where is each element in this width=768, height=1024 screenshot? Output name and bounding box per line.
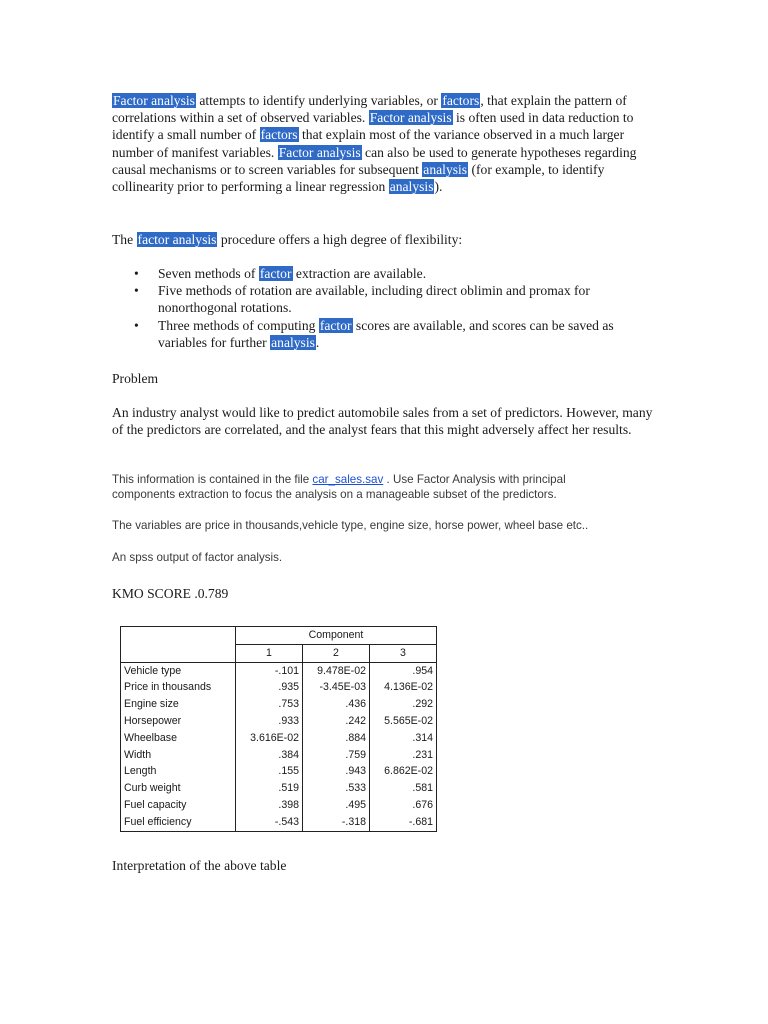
table-cell: -.543 (236, 814, 303, 831)
table-cell: .676 (370, 797, 437, 814)
table-cell: .759 (303, 747, 370, 764)
bullet-icon: • (134, 283, 139, 299)
table-cell: .581 (370, 780, 437, 797)
interpretation-text: Interpretation of the above table (112, 858, 287, 873)
table-cell: 3.616E-02 (236, 730, 303, 747)
list-item: • Three methods of computing factor scores are available, and scores can be saved as variables for further analysis. (134, 317, 614, 350)
row-label: Width (121, 747, 236, 764)
table-cell: .933 (236, 713, 303, 730)
column-header: 1 (236, 644, 303, 662)
row-label: Fuel efficiency (121, 814, 236, 831)
highlight-term: Factor analysis (278, 144, 361, 160)
row-label: Horsepower (121, 713, 236, 730)
table-cell: .155 (236, 763, 303, 780)
table-cell: -3.45E-03 (303, 679, 370, 696)
table-cell: .231 (370, 747, 437, 764)
spss-paragraph: An spss output of factor analysis. (112, 551, 283, 564)
table-row (121, 780, 437, 797)
highlight-term: Factor analysis (113, 93, 195, 108)
variables-paragraph: The variables are price in thousands,vehicle type, engine size, horse power, wheel base etc.. (112, 519, 589, 532)
row-label: Price in thousands (121, 679, 236, 696)
column-header: 2 (303, 644, 370, 662)
highlight-term: factors (442, 93, 480, 108)
table-cell: 4.136E-02 (370, 679, 437, 696)
row-label: Fuel capacity (121, 797, 236, 814)
table-row (121, 730, 437, 747)
table-cell: .943 (303, 763, 370, 780)
table-header-row (121, 627, 437, 645)
table-row (121, 814, 437, 831)
list-item: • Seven methods of factor extraction are available. (134, 266, 427, 281)
table-cell: .935 (236, 679, 303, 696)
highlight-term: analysis (423, 161, 468, 177)
column-header: 3 (370, 644, 437, 662)
table-cell: -.101 (236, 662, 303, 679)
row-label: Wheelbase (121, 730, 236, 747)
table-row (121, 679, 437, 696)
table-cell: .292 (370, 696, 437, 713)
table-body (121, 662, 437, 831)
table-cell: .533 (303, 780, 370, 797)
highlight-term: factor analysis (137, 232, 217, 247)
file-link[interactable]: car_sales.sav (312, 473, 384, 486)
procedure-paragraph: The factor analysis procedure offers a high degree of flexibility: (112, 232, 463, 247)
component-header: Component (236, 627, 437, 645)
highlight-term: analysis (271, 334, 315, 350)
row-label: Length (121, 763, 236, 780)
table-cell: 9.478E-02 (303, 662, 370, 679)
table-cell: 6.862E-02 (370, 763, 437, 780)
row-label: Vehicle type (121, 662, 236, 679)
table-cell: .398 (236, 797, 303, 814)
table-cell: .242 (303, 713, 370, 730)
kmo-score: KMO SCORE .0.789 (112, 586, 229, 601)
table-cell: .436 (303, 696, 370, 713)
table-cell: .884 (303, 730, 370, 747)
table-row (121, 763, 437, 780)
bullet-icon: • (134, 317, 139, 333)
info-paragraph: This information is contained in the file car_sales.sav . Use Factor Analysis with principal components extraction to focus the analysis on a manageable subset of the predictors. (112, 473, 566, 501)
table-cell: .519 (236, 780, 303, 797)
highlight-term: Factor analysis (369, 110, 452, 126)
table-row (121, 696, 437, 713)
bullet-icon: • (134, 266, 139, 281)
problem-paragraph: An industry analyst would like to predict automobile sales from a set of predictors. However, many of the predictors are correlated, and the analyst fears that this might adversely affect her results. (112, 405, 653, 438)
features-list (112, 265, 657, 351)
table-cell: -.318 (303, 814, 370, 831)
component-matrix-table (120, 626, 437, 832)
table-cell: .753 (236, 696, 303, 713)
highlight-term: analysis (389, 179, 434, 195)
table-cell: .314 (370, 730, 437, 747)
header-corner-cell (121, 627, 236, 663)
highlight-term: factors (260, 127, 298, 143)
table-cell: 5.565E-02 (370, 713, 437, 730)
row-label: Engine size (121, 696, 236, 713)
table-row (121, 747, 437, 764)
table-cell: .495 (303, 797, 370, 814)
problem-heading: Problem (112, 371, 159, 386)
intro-paragraph: Factor analysis attempts to identify underlying variables, or factors, that explain the pattern of correlations within a set of observed variables. Factor analysis is often used in data reduction to identify a small number of factors that explain most of the variance observed in a much larger number of manifest variables. Factor analysis can also be used to generate hypotheses regarding causal mechanisms or to screen variables for subsequent analysis (for example, to identify collinearity prior to performing a linear regression analysis). (112, 93, 637, 195)
list-item: • Five methods of rotation are available, including direct oblimin and promax for nonorthogonal rotations. (134, 283, 590, 316)
row-label: Curb weight (121, 780, 236, 797)
table-cell: .384 (236, 747, 303, 764)
highlight-term: factor (319, 317, 352, 333)
table-cell: .954 (370, 662, 437, 679)
table-cell: -.681 (370, 814, 437, 831)
table-row (121, 797, 437, 814)
highlight-term: factor (259, 266, 292, 281)
table-row (121, 662, 437, 679)
table-row (121, 713, 437, 730)
